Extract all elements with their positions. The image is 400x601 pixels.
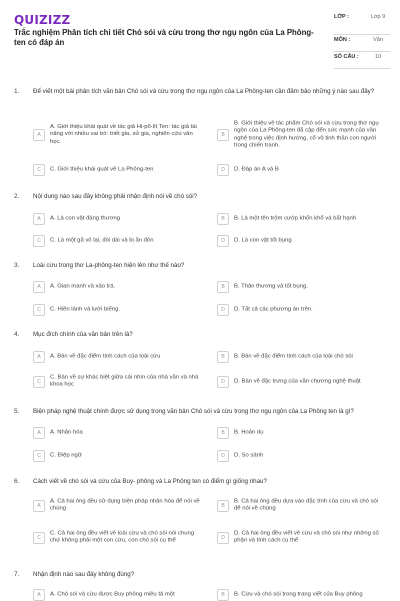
option-b[interactable] bbox=[217, 427, 392, 439]
option-text: A. Là con vật đáng thương bbox=[50, 215, 121, 222]
meta-subject-value: Văn bbox=[373, 37, 383, 43]
option-letter-box: A bbox=[33, 427, 45, 439]
meta-grade-value: Lớp 9 bbox=[370, 14, 386, 20]
option-text: C. Là một gã vô lại, đói dài và bị ăn đòn bbox=[50, 237, 154, 244]
question-number: 7. bbox=[14, 571, 20, 578]
worksheet-header bbox=[0, 0, 400, 70]
option-c[interactable] bbox=[33, 373, 203, 391]
option-a[interactable] bbox=[33, 122, 203, 148]
option-letter-box: B bbox=[217, 500, 229, 512]
option-text: B. Bàn về đặc điểm tính cách của loài chó sói bbox=[234, 353, 353, 360]
option-a[interactable] bbox=[33, 281, 203, 293]
question-text: Biện pháp nghệ thuật chính được sử dụng trong văn bản Chó sói và cừu trong thơ ngụ ngôn của La Phông ten là gì? bbox=[33, 408, 354, 415]
question-text: Nhận định nào sau đây không đúng? bbox=[33, 571, 135, 578]
option-c[interactable] bbox=[33, 450, 203, 462]
option-a[interactable] bbox=[33, 351, 203, 363]
option-b[interactable] bbox=[217, 281, 392, 293]
option-text: A. Chó sói và cừu được Buy phông miêu tả một bbox=[50, 591, 175, 598]
option-letter-box: A bbox=[33, 589, 45, 601]
meta-grade-row bbox=[334, 12, 390, 35]
option-letter-box: B bbox=[217, 213, 229, 225]
option-b[interactable] bbox=[217, 122, 392, 148]
option-c[interactable] bbox=[33, 304, 203, 316]
option-letter-box: B bbox=[217, 351, 229, 363]
question-number: 4. bbox=[14, 331, 20, 338]
option-text: B. Giới thiệu về tác phẩm Chó sói và cừu trong thơ ngụ ngôn của La Phông-ten đã cập đến sức mạnh của văn nghệ trong việc định hướng, cổ vũ tinh thần con người trong chiến tranh. bbox=[234, 120, 379, 149]
option-c[interactable] bbox=[33, 525, 203, 551]
question-number: 5. bbox=[14, 408, 20, 415]
option-letter-box: A bbox=[33, 281, 45, 293]
meta-subject-row bbox=[334, 35, 390, 52]
question-number: 3. bbox=[14, 262, 20, 269]
option-text: D. Cả hai ông đều viết về cừu và chó sói như những số phận và tính cách cụ thể bbox=[234, 530, 379, 544]
option-letter-box: C bbox=[33, 532, 45, 544]
option-letter-box: B bbox=[217, 589, 229, 601]
option-d[interactable] bbox=[217, 304, 392, 316]
option-letter-box: D bbox=[217, 235, 229, 247]
option-text: C. Bàn về sự khác biệt giữa cái nhìn của nhà văn và nhà khoa học bbox=[50, 374, 199, 388]
option-letter-box: B bbox=[217, 129, 229, 141]
option-letter-box: D bbox=[217, 376, 229, 388]
option-b[interactable] bbox=[217, 497, 392, 515]
option-letter-box: B bbox=[217, 281, 229, 293]
worksheet-title: Trắc nghiệm Phân tích chi tiết Chó sói và cừu trong thơ ngụ ngôn của La Phông-ten có đáp án bbox=[14, 28, 314, 47]
option-letter-box: C bbox=[33, 376, 45, 388]
meta-subject-label: MÔN : bbox=[334, 37, 351, 43]
question-text: Nội dung nào sau đây không phải nhận định nói về chó sói? bbox=[33, 193, 198, 200]
option-c[interactable] bbox=[33, 164, 203, 176]
option-text: D. Là con vật tốt bụng bbox=[234, 237, 292, 244]
option-d[interactable] bbox=[217, 164, 392, 176]
option-letter-box: D bbox=[217, 532, 229, 544]
option-b[interactable] bbox=[217, 213, 392, 225]
option-letter-box: C bbox=[33, 450, 45, 462]
option-text: C. Cả hai ông đều viết về loài cừu và chó sói nói chung chứ không phải một con cừu, con chó sói cụ thể bbox=[50, 530, 195, 544]
option-d[interactable] bbox=[217, 525, 392, 551]
option-text: B. Hoán dụ bbox=[234, 429, 264, 436]
option-text: D. So sánh bbox=[234, 452, 264, 459]
option-a[interactable] bbox=[33, 427, 203, 439]
option-text: D. Đáp án A và B bbox=[234, 166, 279, 173]
quizizz-logo: QUIZIZZ bbox=[14, 13, 71, 27]
option-letter-box: D bbox=[217, 164, 229, 176]
option-a[interactable] bbox=[33, 497, 203, 515]
option-letter-box: A bbox=[33, 213, 45, 225]
option-a[interactable] bbox=[33, 589, 203, 601]
option-letter-box: A bbox=[33, 129, 45, 141]
option-c[interactable] bbox=[33, 235, 203, 247]
option-a[interactable] bbox=[33, 213, 203, 225]
option-text: C. Hiền lành và lười biếng. bbox=[50, 306, 121, 313]
meta-grade-label: LỚP : bbox=[334, 14, 349, 20]
option-text: D. Tất cả các phương án trên. bbox=[234, 306, 313, 313]
option-letter-box: A bbox=[33, 351, 45, 363]
option-letter-box: D bbox=[217, 304, 229, 316]
option-letter-box: B bbox=[217, 427, 229, 439]
option-letter-box: C bbox=[33, 164, 45, 176]
question-number: 2. bbox=[14, 193, 20, 200]
option-letter-box: D bbox=[217, 450, 229, 462]
option-d[interactable] bbox=[217, 373, 392, 391]
option-text: B. Là một tên trộm cướp khốn khổ và bất hạnh bbox=[234, 215, 357, 222]
meta-count-value: 10 bbox=[374, 54, 382, 60]
question-text: Để viết một bài phân tích văn bản Chó sói và cừu trong thơ ngụ ngôn của La Phông-ten cần đảm bảo những ý nào sau đây? bbox=[33, 88, 375, 95]
option-text: A. Cả hai ông đều sử dụng biện pháp nhân hóa để nói về chúng bbox=[50, 498, 200, 512]
question-text: Mục đích chính của văn bản trên là? bbox=[33, 331, 133, 338]
option-text: A. Gian manh và xảo trá. bbox=[50, 283, 116, 290]
option-letter-box: A bbox=[33, 500, 45, 512]
worksheet-meta bbox=[334, 12, 390, 69]
option-b[interactable] bbox=[217, 589, 392, 601]
option-letter-box: C bbox=[33, 304, 45, 316]
question-text: Cách viết về chó sói và cừu của Buy- phông và La Phông ten có điểm gì giống nhau? bbox=[33, 478, 267, 485]
option-d[interactable] bbox=[217, 450, 392, 462]
option-text: D. Bàn về đặc trưng của văn chương nghệ thuật bbox=[234, 378, 361, 385]
question-number: 1. bbox=[14, 88, 20, 95]
option-text: B. Thân thương và tốt bụng. bbox=[234, 283, 308, 290]
option-d[interactable] bbox=[217, 235, 392, 247]
option-text: C. Điệp ngữ bbox=[50, 452, 82, 459]
option-text: C. Giới thiệu khái quát về La Phông-ten bbox=[50, 166, 154, 173]
option-b[interactable] bbox=[217, 351, 392, 363]
option-text: B. Cả hai ông đều dựa vào đặc tính của cừu và chó sói để nói về chúng bbox=[234, 498, 379, 512]
option-text: B. Cừu và chó sói trong trang viết của Buy phông bbox=[234, 591, 363, 598]
option-text: A. Bàn về đặc điểm tính cách của loài cừu bbox=[50, 353, 161, 360]
question-number: 6. bbox=[14, 478, 20, 485]
option-text: A. Giới thiệu khái quát về tác giả Hi-pô-lít Ten: tác giả tài năng với nhiều vai trò: triết gia, sử gia, nghiên cứu văn học. bbox=[50, 124, 197, 145]
option-text: A. Nhân hóa bbox=[50, 429, 83, 436]
meta-count-row bbox=[334, 52, 390, 69]
option-letter-box: C bbox=[33, 235, 45, 247]
meta-count-label: SỐ CÂU : bbox=[334, 54, 359, 60]
question-text: Loài cừu trong thơ La-phông-ten hiện lên như thế nào? bbox=[33, 262, 185, 269]
